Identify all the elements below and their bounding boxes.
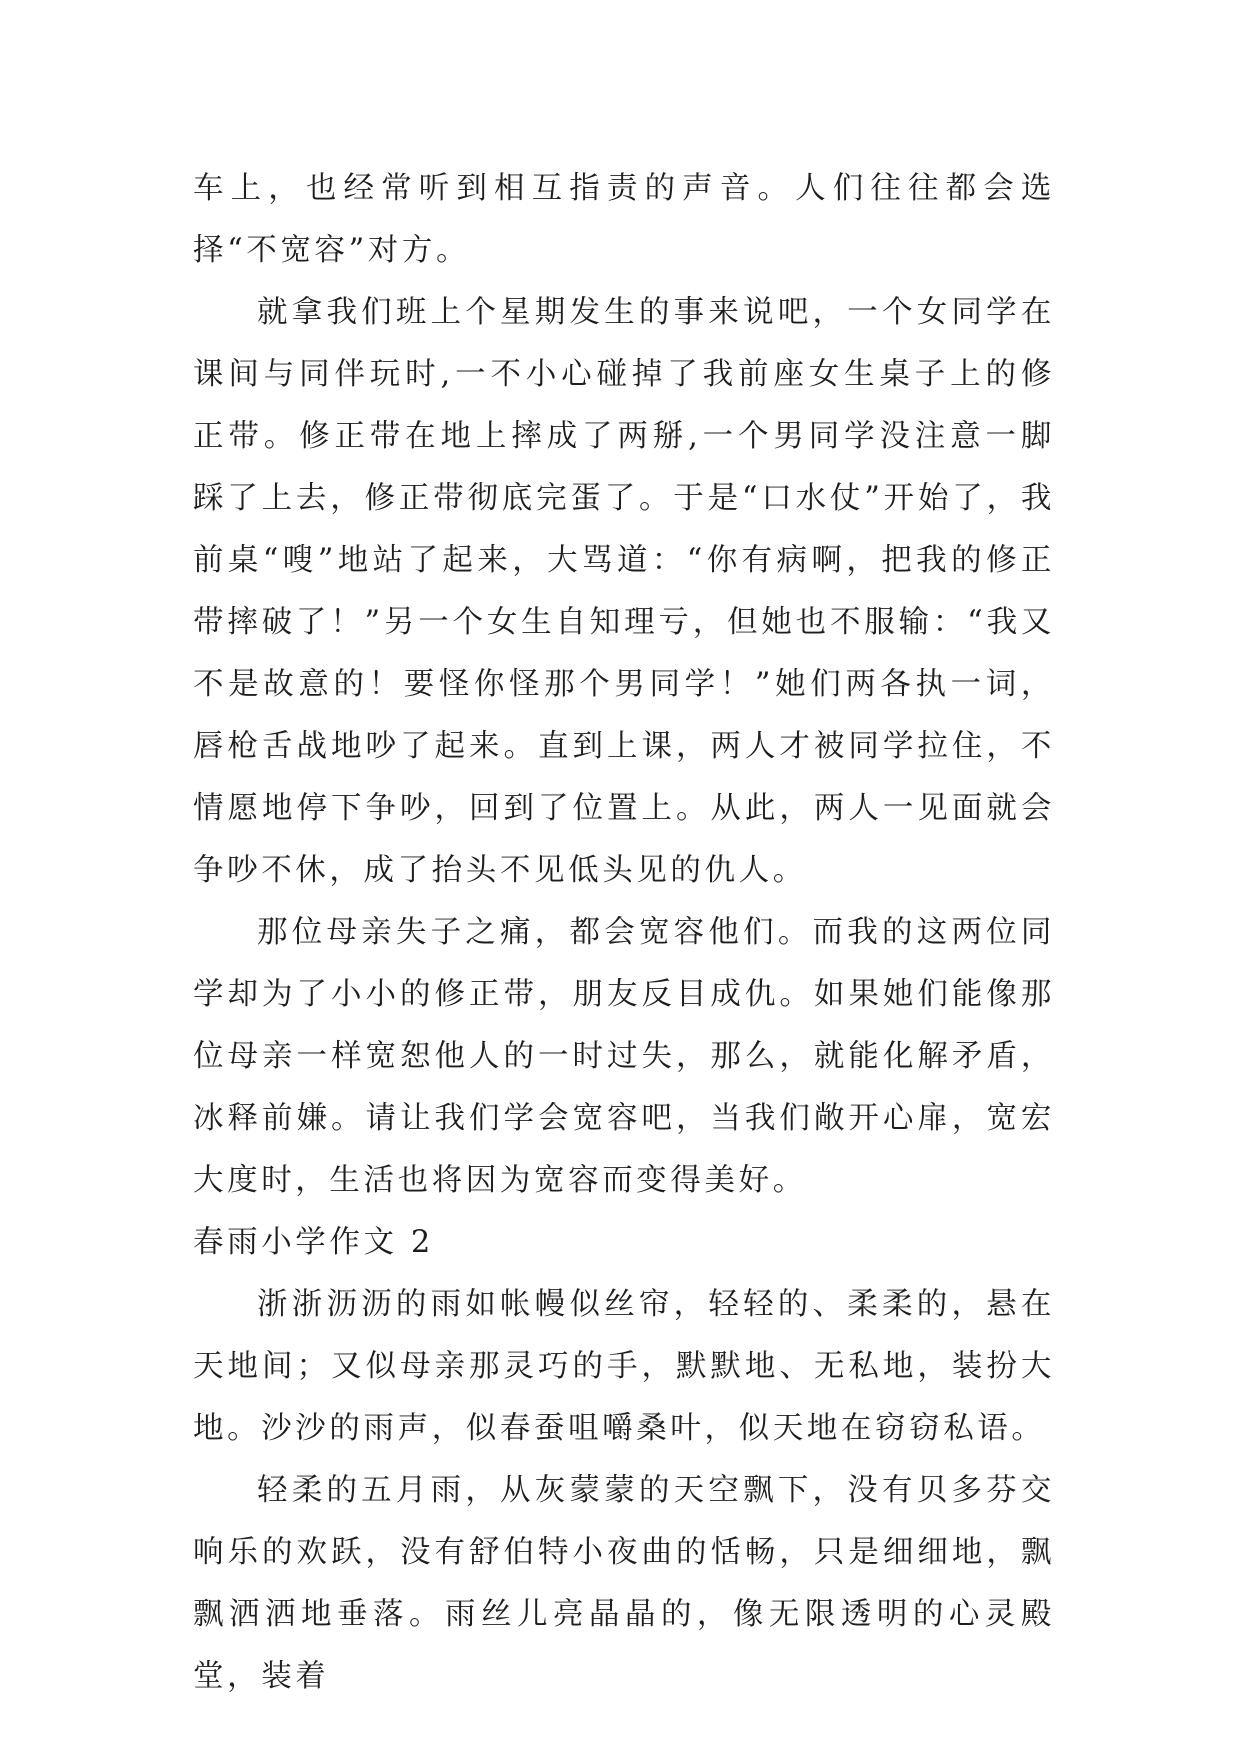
paragraph-spring-rain-1: 浙浙沥沥的雨如帐幔似丝帘，轻轻的、柔柔的，悬在天地间；又似母亲那灵巧的手，默默地、无私地，装扮大地。沙沙的雨声，似春蚕咀嚼桑叶，似天地在窃窃私语。: [193, 1287, 1055, 1446]
document-body: [193, 158, 1055, 1708]
paragraph-classroom-story: 就拿我们班上个星期发生的事来说吧，一个女同学在课间与同伴玩时,一不小心碰掉了我前座女生桌子上的修正带。修正带在地上摔成了两掰,一个男同学没注意一脚踩了上去，修正带彻底完蛋了。于是“口水仗”开始了，我前桌“嗖”地站了起来，大骂道：“你有病啊，把我的修正带摔破了！”另一个女生自知理亏，但她也不服输：“我又不是故意的！要怪你怪那个男同学！”她们两各执一词，唇枪舌战地吵了起来。直到上课，两人才被同学拉住，不情愿地停下争吵，回到了位置上。从此，两人一见面就会争吵不休，成了抬头不见低头见的仇人。: [193, 295, 1055, 888]
paragraph-conclusion: 那位母亲失子之痛，都会宽容他们。而我的这两位同学却为了小小的修正带，朋友反目成仇。如果她们能像那位母亲一样宽恕他人的一时过失，那么，就能化解矛盾，冰释前嫌。请让我们学会宽容吧，当我们敞开心扉，宽宏大度时，生活也将因为宽容而变得美好。: [193, 915, 1055, 1198]
paragraph-continuation: 车上，也经常听到相互指责的声音。人们往往都会选择“不宽容”对方。: [193, 171, 1055, 268]
paragraph-spring-rain-2: 轻柔的五月雨，从灰蒙蒙的天空飘下，没有贝多芬交响乐的欢跃，没有舒伯特小夜曲的恬畅，只是细细地，飘飘洒洒地垂落。雨丝儿亮晶晶的，像无限透明的心灵殿堂，装着: [193, 1473, 1055, 1694]
essay-title: 春雨小学作文 2: [193, 1225, 434, 1260]
